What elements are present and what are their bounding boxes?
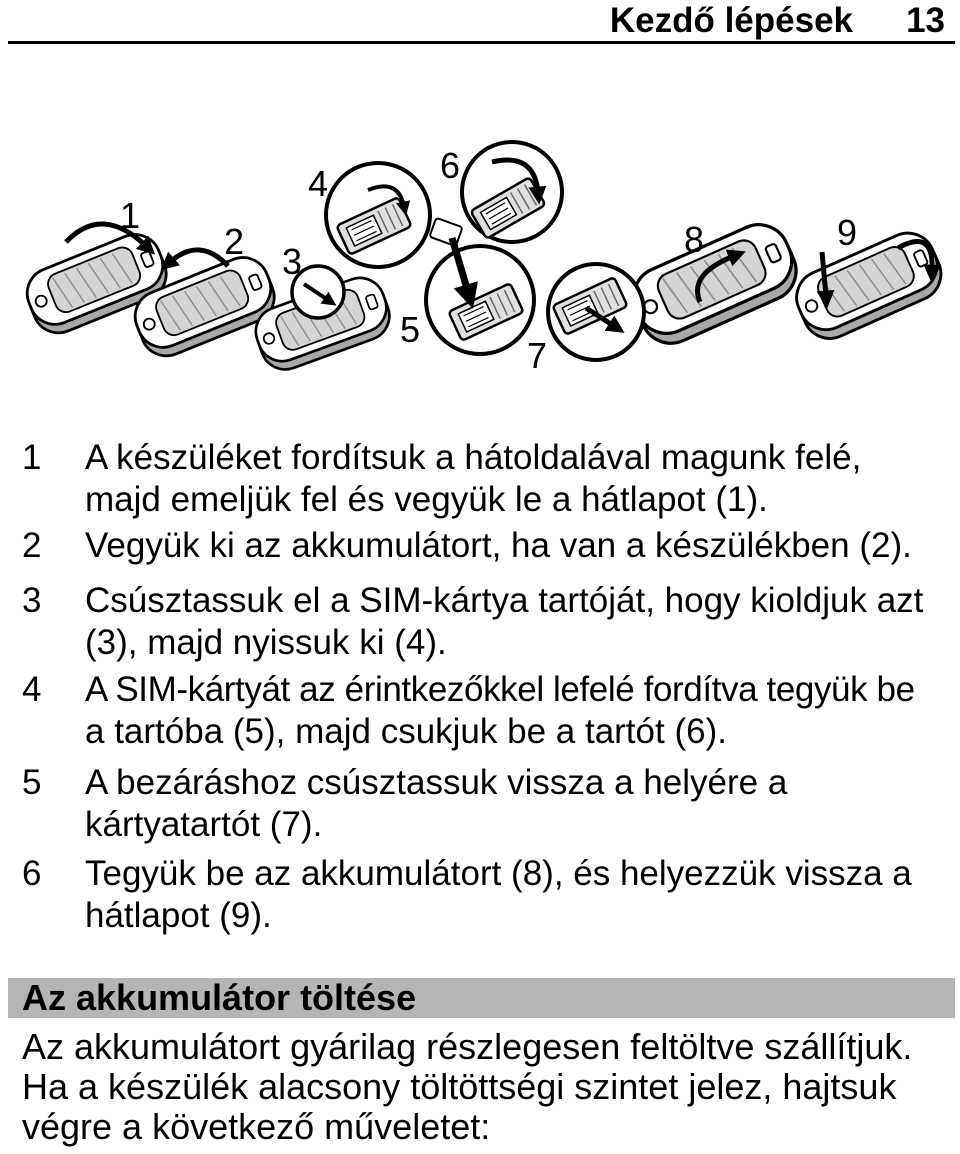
step-text (85, 853, 912, 937)
step-line: Csúsztassuk el a SIM-kártya tartóját, hogy kioldjuk azt (85, 581, 924, 620)
zoom-circle-step-7 (548, 264, 644, 360)
step-number: 5 (22, 763, 42, 802)
header-rule (8, 41, 955, 44)
step-label-4: 4 (308, 163, 329, 204)
section-paragraph (22, 1027, 912, 1147)
sim-and-battery-installation-illustration (0, 130, 960, 380)
step-label-7: 7 (527, 335, 548, 376)
step-line: Vegyük ki az akkumulátort, ha van a készülékben (2). (85, 526, 912, 565)
step-line: hátlapot (9). (85, 896, 272, 935)
step-label-2: 2 (224, 221, 245, 262)
step-line: kártyatartót (7). (85, 805, 323, 844)
step-number: 2 (22, 526, 42, 565)
section-title: Kezdő lépések (609, 1, 853, 40)
paragraph-line: Az akkumulátort gyárilag részlegesen feltöltve szállítjuk. (22, 1026, 913, 1067)
step-text (85, 669, 915, 753)
step-text (85, 580, 923, 664)
step-label-8: 8 (684, 219, 705, 260)
phone-step-8 (624, 215, 806, 353)
step-line: (3), majd nyissuk ki (4). (85, 623, 447, 662)
zoom-circle-step-6 (462, 142, 562, 242)
step-text (85, 762, 787, 846)
step-number: 6 (22, 854, 42, 893)
section-heading-bar (8, 978, 955, 1018)
zoom-circle-step-5 (426, 246, 534, 354)
step-text (85, 437, 861, 521)
step-label-3: 3 (282, 241, 303, 282)
step-label-9: 9 (837, 212, 858, 253)
step-label-1: 1 (120, 195, 141, 236)
step-line: A készüléket fordítsuk a hátoldalával magunk felé, (85, 438, 862, 477)
step-line: majd emeljük fel és vegyük le a hátlapot (1). (85, 480, 768, 519)
paragraph-line: Ha a készülék alacsony töltöttségi szintet jelez, hajtsuk (22, 1066, 897, 1107)
step-text (85, 525, 912, 567)
section-heading: Az akkumulátor töltése (22, 977, 417, 1018)
zoom-circle-step-4 (326, 163, 430, 267)
remove-battery-arrow (170, 250, 228, 266)
step-number: 1 (22, 438, 42, 477)
step-line: A SIM-kártyát az érintkezőkkel lefelé fordítva tegyük be (85, 670, 915, 709)
page-number: 13 (906, 1, 945, 40)
step-label-5: 5 (400, 309, 421, 350)
paragraph-line: végre a következő műveletet: (22, 1106, 491, 1147)
step-line: a tartóba (5), majd csukjuk be a tartót (6). (85, 712, 727, 751)
step-number: 4 (22, 670, 42, 709)
step-number: 3 (22, 581, 42, 620)
step-line: A bezáráshoz csúsztassuk vissza a helyére a (85, 763, 788, 802)
step-line: Tegyük be az akkumulátort (8), és helyezzük vissza a (85, 854, 912, 893)
step-label-6: 6 (440, 145, 461, 186)
